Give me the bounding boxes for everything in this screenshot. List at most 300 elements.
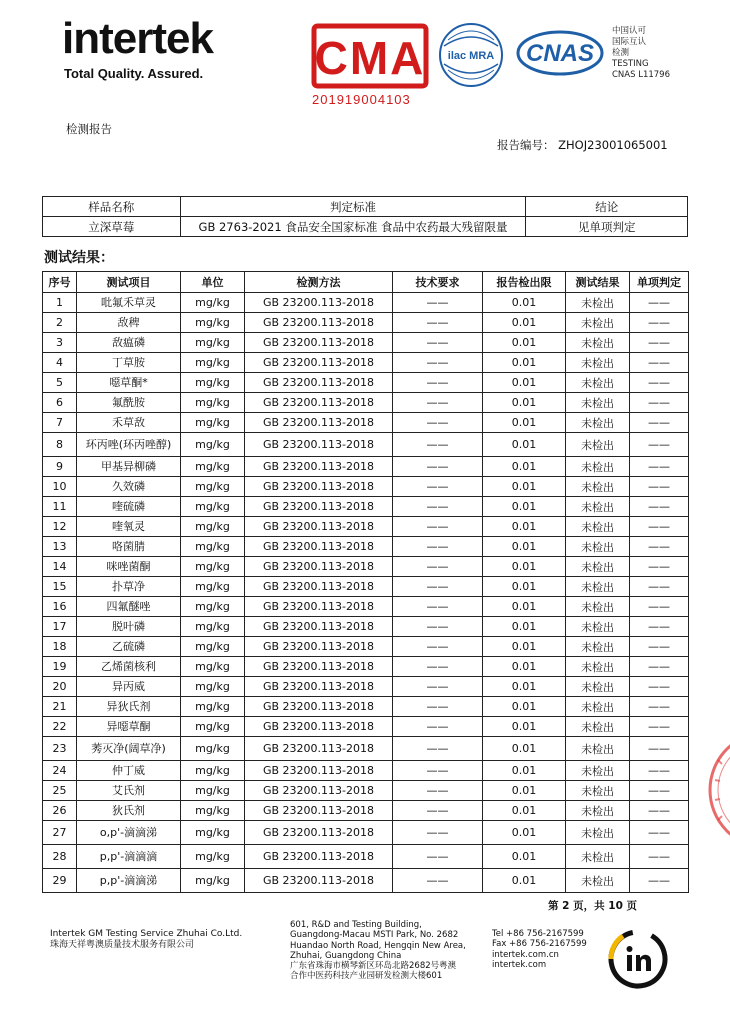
test-result: 未检出 <box>566 373 630 393</box>
test-item: 莠灭净(阔草净) <box>77 737 181 761</box>
row-index: 14 <box>43 557 77 577</box>
test-method: GB 23200.113-2018 <box>245 577 393 597</box>
test-result: 未检出 <box>566 821 630 845</box>
table-row <box>43 477 689 497</box>
row-index: 23 <box>43 737 77 761</box>
reporting-limit: 0.01 <box>483 869 566 893</box>
reporting-limit: 0.01 <box>483 353 566 373</box>
test-method: GB 23200.113-2018 <box>245 697 393 717</box>
table-row <box>43 333 689 353</box>
table-row <box>43 737 689 761</box>
test-result: 未检出 <box>566 761 630 781</box>
unit: mg/kg <box>181 497 245 517</box>
reporting-limit: 0.01 <box>483 597 566 617</box>
table-row <box>43 597 689 617</box>
item-judgement: —— <box>630 845 689 869</box>
reporting-limit: 0.01 <box>483 517 566 537</box>
reporting-limit: 0.01 <box>483 617 566 637</box>
technical-requirement: —— <box>393 517 483 537</box>
test-result: 未检出 <box>566 517 630 537</box>
reporting-limit: 0.01 <box>483 433 566 457</box>
cnas-line: CNAS L11796 <box>612 70 670 80</box>
reporting-limit: 0.01 <box>483 557 566 577</box>
item-judgement: —— <box>630 393 689 413</box>
test-item: 扑草净 <box>77 577 181 597</box>
row-index: 28 <box>43 845 77 869</box>
cnas-line: TESTING <box>612 59 649 69</box>
company-name-en: Intertek GM Testing Service Zhuhai Co.Ltd. <box>50 929 243 939</box>
official-seal-icon <box>708 720 730 860</box>
reporting-limit: 0.01 <box>483 497 566 517</box>
table-row <box>43 457 689 477</box>
summary-header-standard: 判定标准 <box>180 197 526 217</box>
unit: mg/kg <box>181 677 245 697</box>
technical-requirement: —— <box>393 657 483 677</box>
test-method: GB 23200.113-2018 <box>245 517 393 537</box>
test-result: 未检出 <box>566 333 630 353</box>
row-index: 11 <box>43 497 77 517</box>
technical-requirement: —— <box>393 821 483 845</box>
unit: mg/kg <box>181 373 245 393</box>
technical-requirement: —— <box>393 845 483 869</box>
test-result: 未检出 <box>566 697 630 717</box>
reporting-limit: 0.01 <box>483 313 566 333</box>
ilac-logo-text: ilac MRA <box>447 50 495 62</box>
test-result: 未检出 <box>566 737 630 761</box>
row-index: 7 <box>43 413 77 433</box>
reporting-limit: 0.01 <box>483 333 566 353</box>
table-row <box>43 557 689 577</box>
test-item: 甲基异柳磷 <box>77 457 181 477</box>
test-item: 四氟醚唑 <box>77 597 181 617</box>
col-header-limit: 报告检出限 <box>483 272 566 293</box>
test-item: 咯菌腈 <box>77 537 181 557</box>
reporting-limit: 0.01 <box>483 717 566 737</box>
test-item: 敌瘟磷 <box>77 333 181 353</box>
test-result: 未检出 <box>566 477 630 497</box>
test-result: 未检出 <box>566 577 630 597</box>
table-row <box>43 537 689 557</box>
test-item: 异丙威 <box>77 677 181 697</box>
item-judgement: —— <box>630 477 689 497</box>
row-index: 29 <box>43 869 77 893</box>
test-item: p,p'-滴滴滴 <box>77 845 181 869</box>
test-item: p,p'-滴滴涕 <box>77 869 181 893</box>
item-judgement: —— <box>630 637 689 657</box>
unit: mg/kg <box>181 697 245 717</box>
unit: mg/kg <box>181 821 245 845</box>
row-index: 9 <box>43 457 77 477</box>
intertek-logo: intertek <box>62 14 213 63</box>
item-judgement: —— <box>630 821 689 845</box>
technical-requirement: —— <box>393 313 483 333</box>
item-judgement: —— <box>630 657 689 677</box>
unit: mg/kg <box>181 537 245 557</box>
technical-requirement: —— <box>393 697 483 717</box>
address-line: 601, R&D and Testing Building, <box>290 920 422 930</box>
test-result: 未检出 <box>566 869 630 893</box>
unit: mg/kg <box>181 393 245 413</box>
row-index: 1 <box>43 293 77 313</box>
table-row <box>43 413 689 433</box>
row-index: 13 <box>43 537 77 557</box>
test-item: 丁草胺 <box>77 353 181 373</box>
item-judgement: —— <box>630 697 689 717</box>
item-judgement: —— <box>630 677 689 697</box>
technical-requirement: —— <box>393 737 483 761</box>
test-result: 未检出 <box>566 557 630 577</box>
col-header-index: 序号 <box>43 272 77 293</box>
unit: mg/kg <box>181 557 245 577</box>
item-judgement: —— <box>630 413 689 433</box>
test-method: GB 23200.113-2018 <box>245 293 393 313</box>
cnas-line: 中国认可 <box>612 26 647 36</box>
summary-header-sample: 样品名称 <box>43 197 181 217</box>
unit: mg/kg <box>181 637 245 657</box>
test-item: 乙烯菌核利 <box>77 657 181 677</box>
technical-requirement: —— <box>393 333 483 353</box>
results-title: 测试结果： <box>44 250 114 266</box>
summary-header-row <box>43 197 688 217</box>
col-header-result: 测试结果 <box>566 272 630 293</box>
footer-address <box>290 920 466 982</box>
technical-requirement: —— <box>393 717 483 737</box>
unit: mg/kg <box>181 353 245 373</box>
item-judgement: —— <box>630 577 689 597</box>
test-method: GB 23200.113-2018 <box>245 617 393 637</box>
test-item: 狄氏剂 <box>77 801 181 821</box>
footer-company <box>50 929 242 951</box>
item-judgement: —— <box>630 717 689 737</box>
test-result: 未检出 <box>566 801 630 821</box>
technical-requirement: —— <box>393 637 483 657</box>
row-index: 25 <box>43 781 77 801</box>
table-row <box>43 393 689 413</box>
results-header-row <box>43 272 689 293</box>
technical-requirement: —— <box>393 577 483 597</box>
test-result: 未检出 <box>566 353 630 373</box>
item-judgement: —— <box>630 497 689 517</box>
unit: mg/kg <box>181 737 245 761</box>
test-method: GB 23200.113-2018 <box>245 717 393 737</box>
test-method: GB 23200.113-2018 <box>245 869 393 893</box>
test-method: GB 23200.113-2018 <box>245 313 393 333</box>
test-result: 未检出 <box>566 845 630 869</box>
test-item: 乙硫磷 <box>77 637 181 657</box>
contact-web-cn: intertek.com.cn <box>492 949 559 960</box>
technical-requirement: —— <box>393 433 483 457</box>
test-result: 未检出 <box>566 413 630 433</box>
test-item: 咪唑菌酮 <box>77 557 181 577</box>
test-result: 未检出 <box>566 617 630 637</box>
test-item: 仲丁威 <box>77 761 181 781</box>
sample-name: 立深草莓 <box>43 217 181 237</box>
footer-contact <box>492 929 587 970</box>
address-line: 合作中医药科技产业园研发检测大楼601 <box>290 971 443 982</box>
unit: mg/kg <box>181 517 245 537</box>
test-result: 未检出 <box>566 393 630 413</box>
table-row <box>43 761 689 781</box>
table-row <box>43 433 689 457</box>
item-judgement: —— <box>630 869 689 893</box>
item-judgement: —— <box>630 537 689 557</box>
table-row <box>43 657 689 677</box>
unit: mg/kg <box>181 717 245 737</box>
technical-requirement: —— <box>393 393 483 413</box>
item-judgement: —— <box>630 353 689 373</box>
judgement-standard: GB 2763-2021 食品安全国家标准 食品中农药最大残留限量 <box>180 217 526 237</box>
technical-requirement: —— <box>393 457 483 477</box>
technical-requirement: —— <box>393 293 483 313</box>
reporting-limit: 0.01 <box>483 457 566 477</box>
technical-requirement: —— <box>393 617 483 637</box>
table-row <box>43 353 689 373</box>
unit: mg/kg <box>181 413 245 433</box>
test-result: 未检出 <box>566 293 630 313</box>
report-number: 报告编号： ZHOJ23001065001 <box>497 138 668 152</box>
row-index: 27 <box>43 821 77 845</box>
technical-requirement: —— <box>393 413 483 433</box>
test-method: GB 23200.113-2018 <box>245 457 393 477</box>
unit: mg/kg <box>181 845 245 869</box>
item-judgement: —— <box>630 801 689 821</box>
reporting-limit: 0.01 <box>483 781 566 801</box>
cnas-accreditation-text <box>612 26 670 81</box>
test-result: 未检出 <box>566 497 630 517</box>
reporting-limit: 0.01 <box>483 737 566 761</box>
test-method: GB 23200.113-2018 <box>245 801 393 821</box>
test-item: 艾氏剂 <box>77 781 181 801</box>
reporting-limit: 0.01 <box>483 577 566 597</box>
test-result: 未检出 <box>566 313 630 333</box>
test-result: 未检出 <box>566 717 630 737</box>
table-row <box>43 577 689 597</box>
reporting-limit: 0.01 <box>483 393 566 413</box>
address-line: 广东省珠海市横琴新区环岛北路2682号粤澳 <box>290 961 457 972</box>
item-judgement: —— <box>630 293 689 313</box>
technical-requirement: —— <box>393 353 483 373</box>
test-result: 未检出 <box>566 657 630 677</box>
row-index: 10 <box>43 477 77 497</box>
address-line: Huandao North Road, Hengqin New Area, <box>290 940 466 951</box>
reporting-limit: 0.01 <box>483 821 566 845</box>
table-row <box>43 293 689 313</box>
col-header-requirement: 技术要求 <box>393 272 483 293</box>
row-index: 24 <box>43 761 77 781</box>
table-row <box>43 677 689 697</box>
unit: mg/kg <box>181 293 245 313</box>
table-row <box>43 869 689 893</box>
table-row <box>43 517 689 537</box>
test-method: GB 23200.113-2018 <box>245 537 393 557</box>
address-line: Zhuhai, Guangdong China <box>290 950 402 961</box>
technical-requirement: —— <box>393 597 483 617</box>
test-method: GB 23200.113-2018 <box>245 413 393 433</box>
row-index: 4 <box>43 353 77 373</box>
col-header-item: 测试项目 <box>77 272 181 293</box>
reporting-limit: 0.01 <box>483 697 566 717</box>
row-index: 21 <box>43 697 77 717</box>
col-header-judgement: 单项判定 <box>630 272 689 293</box>
item-judgement: —— <box>630 373 689 393</box>
table-row <box>43 313 689 333</box>
technical-requirement: —— <box>393 869 483 893</box>
test-result: 未检出 <box>566 677 630 697</box>
cma-logo-icon <box>310 22 430 90</box>
table-row <box>43 781 689 801</box>
test-item: 喹氧灵 <box>77 517 181 537</box>
company-name-cn: 珠海天祥粤澳质量技术服务有限公司 <box>50 940 195 950</box>
test-method: GB 23200.113-2018 <box>245 433 393 457</box>
unit: mg/kg <box>181 801 245 821</box>
test-item: 脱叶磷 <box>77 617 181 637</box>
col-header-method: 检测方法 <box>245 272 393 293</box>
results-table <box>42 271 689 893</box>
test-item: 氟酰胺 <box>77 393 181 413</box>
ilac-mra-logo-icon <box>438 22 504 88</box>
test-method: GB 23200.113-2018 <box>245 333 393 353</box>
unit: mg/kg <box>181 577 245 597</box>
row-index: 15 <box>43 577 77 597</box>
row-index: 5 <box>43 373 77 393</box>
unit: mg/kg <box>181 433 245 457</box>
test-item: 噁草酮* <box>77 373 181 393</box>
reporting-limit: 0.01 <box>483 801 566 821</box>
tagline: Total Quality. Assured. <box>64 66 204 81</box>
row-index: 22 <box>43 717 77 737</box>
technical-requirement: —— <box>393 477 483 497</box>
reporting-limit: 0.01 <box>483 637 566 657</box>
unit: mg/kg <box>181 597 245 617</box>
technical-requirement: —— <box>393 537 483 557</box>
summary-table <box>42 196 688 237</box>
col-header-unit: 单位 <box>181 272 245 293</box>
row-index: 2 <box>43 313 77 333</box>
row-index: 8 <box>43 433 77 457</box>
contact-tel: Tel +86 756-2167599 <box>492 929 584 939</box>
test-item: 敌稗 <box>77 313 181 333</box>
cnas-line: 国际互认 <box>612 37 647 47</box>
test-item: 异狄氏剂 <box>77 697 181 717</box>
row-index: 20 <box>43 677 77 697</box>
test-method: GB 23200.113-2018 <box>245 637 393 657</box>
technical-requirement: —— <box>393 497 483 517</box>
test-method: GB 23200.113-2018 <box>245 373 393 393</box>
contact-web: intertek.com <box>492 959 547 970</box>
test-result: 未检出 <box>566 537 630 557</box>
test-item: 异噁草酮 <box>77 717 181 737</box>
test-method: GB 23200.113-2018 <box>245 781 393 801</box>
row-index: 18 <box>43 637 77 657</box>
item-judgement: —— <box>630 517 689 537</box>
row-index: 6 <box>43 393 77 413</box>
table-row <box>43 821 689 845</box>
row-index: 26 <box>43 801 77 821</box>
address-line: Guangdong-Macau MSTI Park, No. 2682 <box>290 930 459 941</box>
summary-header-conclusion: 结论 <box>526 197 688 217</box>
reporting-limit: 0.01 <box>483 537 566 557</box>
test-method: GB 23200.113-2018 <box>245 677 393 697</box>
test-item: o,p'-滴滴涕 <box>77 821 181 845</box>
unit: mg/kg <box>181 761 245 781</box>
item-judgement: —— <box>630 313 689 333</box>
document-title: 检测报告 <box>66 122 112 136</box>
test-method: GB 23200.113-2018 <box>245 393 393 413</box>
test-method: GB 23200.113-2018 <box>245 657 393 677</box>
unit: mg/kg <box>181 457 245 477</box>
test-method: GB 23200.113-2018 <box>245 737 393 761</box>
test-result: 未检出 <box>566 781 630 801</box>
technical-requirement: —— <box>393 677 483 697</box>
test-result: 未检出 <box>566 637 630 657</box>
unit: mg/kg <box>181 477 245 497</box>
reporting-limit: 0.01 <box>483 761 566 781</box>
table-row <box>43 697 689 717</box>
unit: mg/kg <box>181 617 245 637</box>
test-method: GB 23200.113-2018 <box>245 597 393 617</box>
technical-requirement: —— <box>393 801 483 821</box>
table-row <box>43 637 689 657</box>
item-judgement: —— <box>630 333 689 353</box>
intertek-in-logo-icon <box>607 928 669 990</box>
reporting-limit: 0.01 <box>483 657 566 677</box>
test-method: GB 23200.113-2018 <box>245 497 393 517</box>
item-judgement: —— <box>630 557 689 577</box>
item-judgement: —— <box>630 781 689 801</box>
item-judgement: —— <box>630 597 689 617</box>
cnas-logo-icon <box>515 28 605 78</box>
conclusion: 见单项判定 <box>526 217 688 237</box>
item-judgement: —— <box>630 617 689 637</box>
row-index: 3 <box>43 333 77 353</box>
technical-requirement: —— <box>393 373 483 393</box>
unit: mg/kg <box>181 781 245 801</box>
item-judgement: —— <box>630 457 689 477</box>
test-method: GB 23200.113-2018 <box>245 821 393 845</box>
row-index: 16 <box>43 597 77 617</box>
reporting-limit: 0.01 <box>483 413 566 433</box>
reporting-limit: 0.01 <box>483 293 566 313</box>
table-row <box>43 717 689 737</box>
test-method: GB 23200.113-2018 <box>245 761 393 781</box>
reporting-limit: 0.01 <box>483 373 566 393</box>
test-result: 未检出 <box>566 597 630 617</box>
page-number: 第 2 页，共 10 页 <box>548 900 638 912</box>
table-row <box>43 845 689 869</box>
row-index: 19 <box>43 657 77 677</box>
test-item: 环丙唑(环丙唑醇) <box>77 433 181 457</box>
unit: mg/kg <box>181 657 245 677</box>
test-item: 吡氟禾草灵 <box>77 293 181 313</box>
unit: mg/kg <box>181 313 245 333</box>
table-row <box>43 497 689 517</box>
test-method: GB 23200.113-2018 <box>245 845 393 869</box>
test-result: 未检出 <box>566 457 630 477</box>
reporting-limit: 0.01 <box>483 477 566 497</box>
row-index: 12 <box>43 517 77 537</box>
test-result: 未检出 <box>566 433 630 457</box>
row-index: 17 <box>43 617 77 637</box>
reporting-limit: 0.01 <box>483 845 566 869</box>
table-row <box>43 801 689 821</box>
item-judgement: —— <box>630 761 689 781</box>
item-judgement: —— <box>630 737 689 761</box>
cnas-line: 检测 <box>612 48 630 58</box>
test-method: GB 23200.113-2018 <box>245 557 393 577</box>
contact-fax: Fax +86 756-2167599 <box>492 939 587 950</box>
technical-requirement: —— <box>393 557 483 577</box>
technical-requirement: —— <box>393 761 483 781</box>
